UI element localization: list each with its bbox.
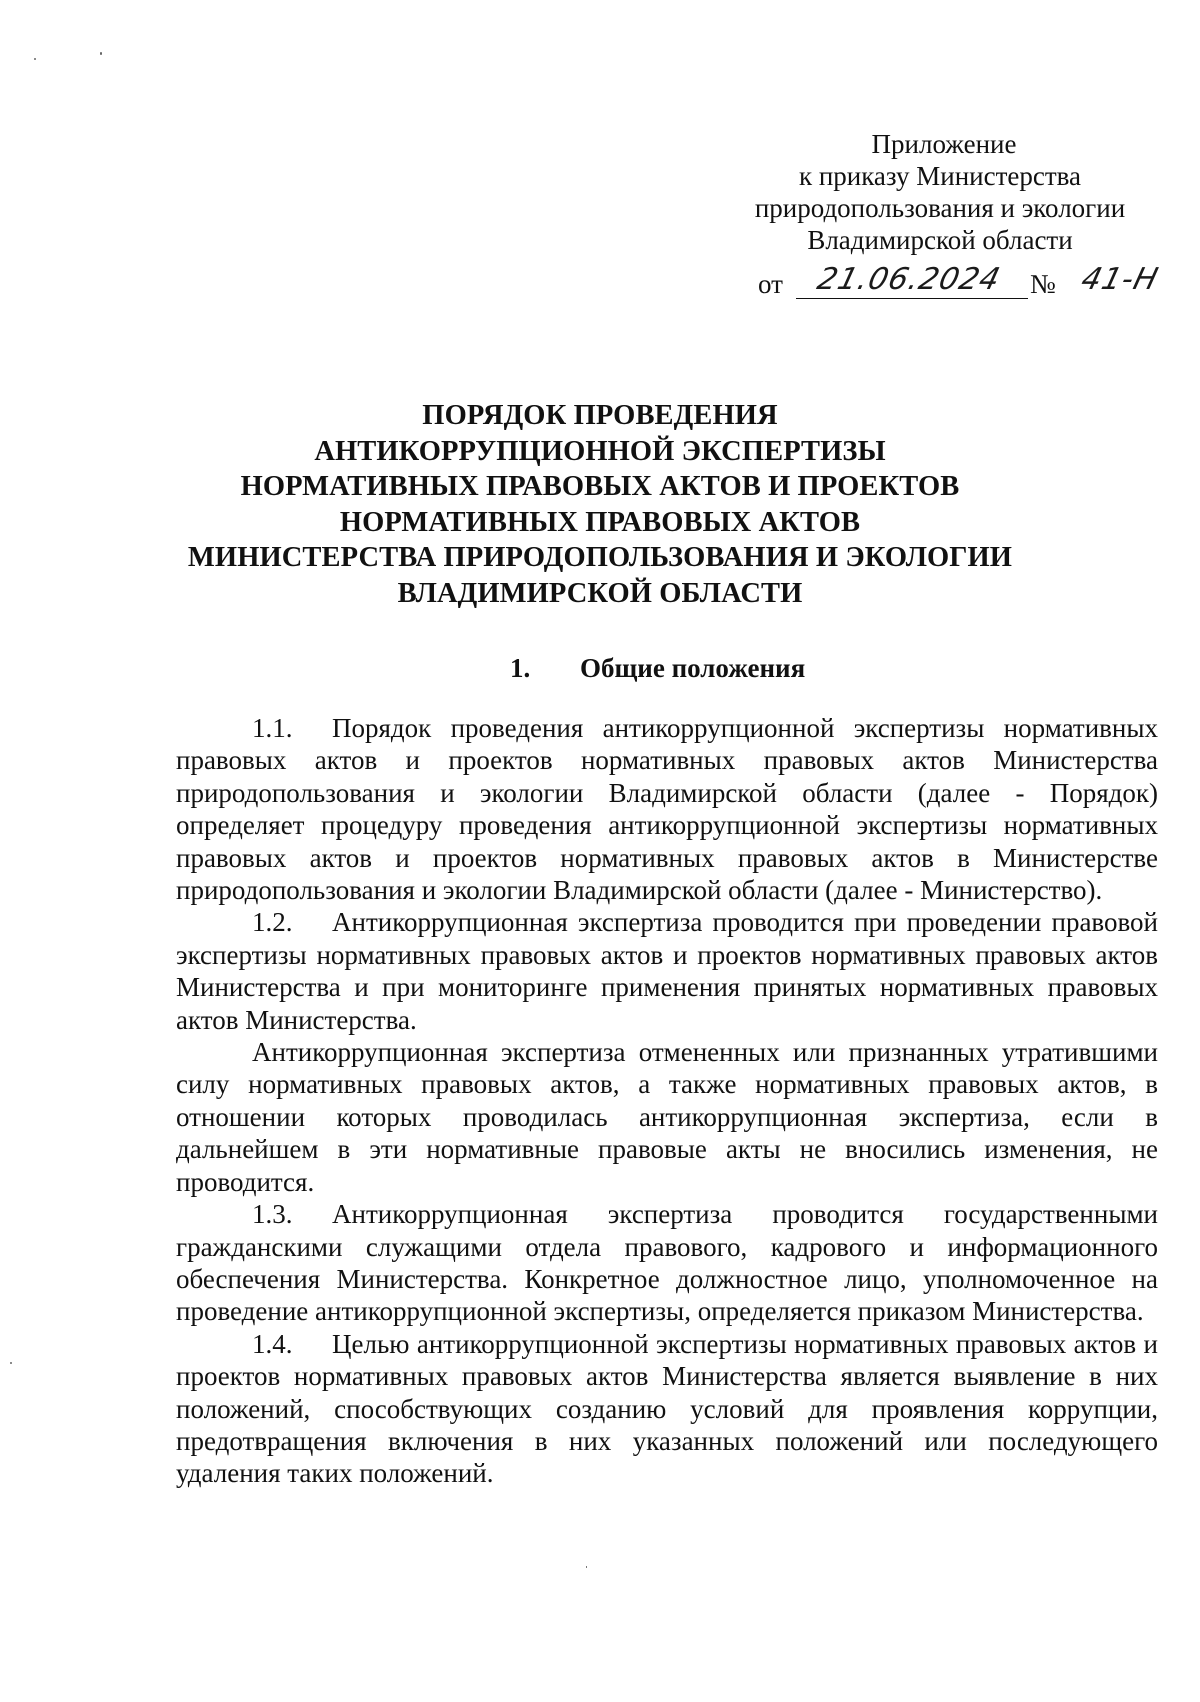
paragraph-text: Антикоррупционная экспертиза отмененных или признанных утратившими силу нормативных правовых актов, а также нормативных правовых актов, в отношении которых проводилась антикоррупционная экспертиза, если в дальнейшем в эти нормативные правовые акты не вносились изменения, не проводится.	[176, 1037, 1158, 1197]
scan-speck	[100, 52, 102, 55]
order-number-field	[1074, 262, 1163, 298]
number-label: №	[1030, 269, 1056, 299]
paragraph-text: Антикоррупционная экспертиза проводится при проведении правовой экспертизы нормативных правовых актов и проектов нормативных правовых актов Министерства и при мониторинге применения принятых нормативных правовых актов Министерства.	[176, 907, 1158, 1035]
title-line: АНТИКОРРУПЦИОННОЙ ЭКСПЕРТИЗЫ	[314, 435, 886, 467]
paragraph-number: 1.4.	[252, 1328, 293, 1359]
order-date-field	[796, 262, 1028, 299]
paragraph-1-2-continued	[176, 1036, 1158, 1198]
from-label: от	[758, 269, 783, 299]
scan-speck	[34, 58, 36, 60]
appendix-line: к приказу Министерства	[798, 161, 1082, 191]
document-title	[100, 398, 1100, 611]
title-line: НОРМАТИВНЫХ ПРАВОВЫХ АКТОВ И ПРОЕКТОВ	[240, 471, 960, 502]
appendix-line: Владимирской области	[807, 225, 1073, 255]
handwritten-number: 41-Н	[1077, 262, 1163, 297]
section-title: Общие положения	[580, 653, 806, 683]
title-line: МИНИСТЕРСТВА ПРИРОДОПОЛЬЗОВАНИЯ И ЭКОЛОГИИ	[187, 542, 1013, 573]
appendix-line: Приложение	[871, 129, 1017, 159]
paragraph-1-4	[176, 1328, 1158, 1490]
appendix-block	[720, 128, 1160, 256]
order-date-number-line	[758, 262, 1163, 302]
paragraph-number: 1.3.	[252, 1199, 293, 1230]
appendix-line: природопользования и экологии	[754, 193, 1126, 223]
paragraph-1-3	[176, 1198, 1158, 1328]
title-line: НОРМАТИВНЫХ ПРАВОВЫХ АКТОВ	[339, 506, 861, 538]
section-number: 1.	[510, 653, 531, 683]
paragraph-1-1	[176, 712, 1158, 906]
scan-speck	[586, 1566, 587, 1568]
scan-speck	[10, 1362, 12, 1364]
paragraph-text: Антикоррупционная экспертиза проводится государственными гражданскими служащими отдела правового, кадрового и информационного обеспечения Министерства. Конкретное должностное лицо, уполномоченное на проведение антикоррупционной экспертизы, определяется приказом Министерства.	[176, 1199, 1158, 1327]
title-line: ПОРЯДОК ПРОВЕДЕНИЯ	[422, 400, 778, 431]
paragraph-number: 1.1.	[252, 713, 293, 743]
document-body	[176, 712, 1158, 1490]
paragraph-text: Порядок проведения антикоррупционной экспертизы нормативных правовых актов и проектов нормативных правовых актов Министерства природопользования и экологии Владимирской области (далее - Порядок) определяет процедуру проведения антикоррупционной экспертизы нормативных правовых актов и проектов нормативных правовых актов в Министерстве природопользования и экологии Владимирской области (далее - Министерство).	[176, 713, 1158, 906]
paragraph-1-2	[176, 906, 1158, 1036]
paragraph-text: Целью антикоррупционной экспертизы нормативных правовых актов и проектов нормативных правовых актов Министерства является выявление в них положений, способствующих созданию условий для проявления коррупции, предотвращения включения в них указанных положений или последующего удаления таких положений.	[176, 1328, 1158, 1489]
title-line: ВЛАДИМИРСКОЙ ОБЛАСТИ	[397, 577, 803, 609]
paragraph-number: 1.2.	[252, 907, 293, 938]
handwritten-date: 21.06.2024	[813, 262, 1005, 297]
